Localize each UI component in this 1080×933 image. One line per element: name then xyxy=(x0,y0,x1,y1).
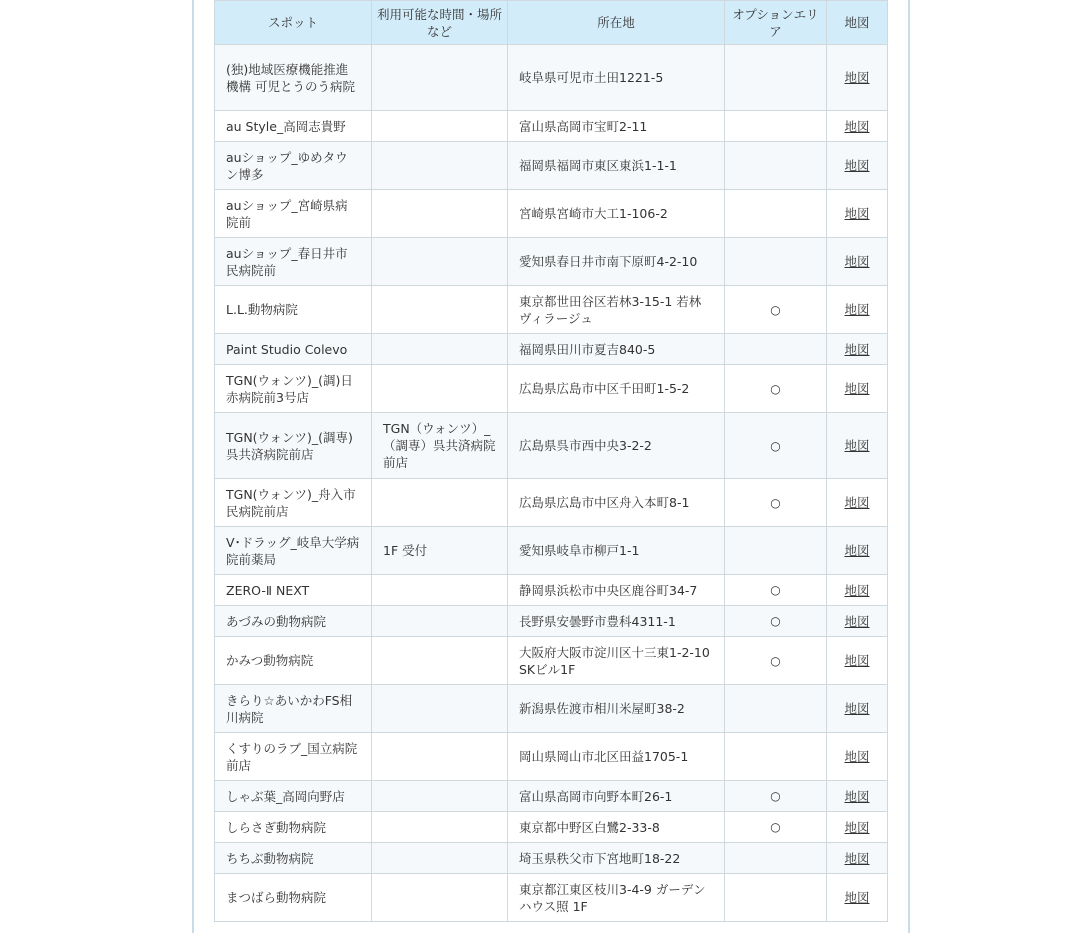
time-cell xyxy=(372,479,508,527)
map-cell xyxy=(827,334,888,365)
option-cell xyxy=(725,843,827,874)
table-row xyxy=(215,286,888,334)
map-cell xyxy=(827,812,888,843)
option-cell xyxy=(725,142,827,190)
time-cell xyxy=(372,575,508,606)
address-cell: 富山県高岡市向野本町26-1 xyxy=(508,781,725,812)
address-cell: 東京都中野区白鷺2-33-8 xyxy=(508,812,725,843)
map-cell xyxy=(827,874,888,922)
address-cell: 埼玉県秩父市下宮地町18-22 xyxy=(508,843,725,874)
option-cell xyxy=(725,874,827,922)
table-row xyxy=(215,111,888,142)
time-cell xyxy=(372,45,508,111)
header-time: 利用可能な時間・場所など xyxy=(372,1,508,45)
option-cell xyxy=(725,334,827,365)
option-area-mark: ○ xyxy=(770,614,781,628)
map-cell xyxy=(827,45,888,111)
map-link[interactable]: 地図 xyxy=(844,749,870,764)
time-cell xyxy=(372,781,508,812)
table-row xyxy=(215,812,888,843)
map-link[interactable]: 地図 xyxy=(844,582,870,598)
option-area-mark: ○ xyxy=(770,583,781,597)
option-cell xyxy=(725,733,827,781)
address-cell: 富山県高岡市宝町2-11 xyxy=(508,111,725,142)
map-link[interactable]: 地図 xyxy=(844,850,870,866)
time-cell xyxy=(372,843,508,874)
time-cell xyxy=(372,365,508,413)
header-address: 所在地 xyxy=(508,1,725,45)
option-area-mark: ○ xyxy=(770,820,781,834)
table-row xyxy=(215,334,888,365)
map-cell xyxy=(827,606,888,637)
option-area-mark: ○ xyxy=(770,789,781,803)
map-cell xyxy=(827,637,888,685)
map-link[interactable]: 地図 xyxy=(844,613,870,629)
map-cell xyxy=(827,575,888,606)
time-cell xyxy=(372,238,508,286)
option-area-mark: ○ xyxy=(770,302,781,317)
address-cell: 広島県呉市西中央3-2-2 xyxy=(508,413,725,479)
address-cell: 福岡県福岡市東区東浜1-1-1 xyxy=(508,142,725,190)
address-cell: 福岡県田川市夏吉840-5 xyxy=(508,334,725,365)
spot-cell: TGN(ウォンツ)_舟入市民病院前店 xyxy=(215,479,372,527)
spot-cell: auショップ_宮崎県病院前 xyxy=(215,190,372,238)
table-row xyxy=(215,575,888,606)
time-cell xyxy=(372,606,508,637)
map-link[interactable]: 地図 xyxy=(844,788,870,804)
table-row xyxy=(215,238,888,286)
map-cell xyxy=(827,733,888,781)
map-cell xyxy=(827,238,888,286)
time-cell xyxy=(372,812,508,843)
option-cell xyxy=(725,45,827,111)
option-cell xyxy=(725,413,827,479)
time-cell xyxy=(372,685,508,733)
address-cell: 東京都世田谷区若林3-15-1 若林ヴィラージュ xyxy=(508,286,725,334)
time-cell xyxy=(372,190,508,238)
option-area-mark: ○ xyxy=(770,438,781,453)
map-cell xyxy=(827,843,888,874)
map-link[interactable]: 地図 xyxy=(844,543,870,558)
spot-cell: auショップ_春日井市民病院前 xyxy=(215,238,372,286)
time-cell xyxy=(372,637,508,685)
time-cell: 1F 受付 xyxy=(372,527,508,575)
option-cell xyxy=(725,479,827,527)
address-cell: 岡山県岡山市北区田益1705-1 xyxy=(508,733,725,781)
map-link[interactable]: 地図 xyxy=(844,890,870,905)
table-row xyxy=(215,413,888,479)
option-cell xyxy=(725,781,827,812)
spot-cell: auショップ_ゆめタウン博多 xyxy=(215,142,372,190)
map-link[interactable]: 地図 xyxy=(844,819,870,835)
map-cell xyxy=(827,286,888,334)
table-row xyxy=(215,843,888,874)
table-row xyxy=(215,781,888,812)
address-cell: 広島県広島市中区千田町1-5-2 xyxy=(508,365,725,413)
map-cell xyxy=(827,413,888,479)
option-cell xyxy=(725,575,827,606)
table-row xyxy=(215,45,888,111)
time-cell: TGN（ウォンツ）_（調専）呉共済病院前店 xyxy=(372,413,508,479)
map-link[interactable]: 地図 xyxy=(844,381,870,396)
address-cell: 愛知県岐阜市柳戸1-1 xyxy=(508,527,725,575)
option-cell xyxy=(725,238,827,286)
spot-cell: (独)地域医療機能推進機構 可児とうのう病院 xyxy=(215,45,372,111)
map-link[interactable]: 地図 xyxy=(844,254,870,269)
option-cell xyxy=(725,111,827,142)
map-cell xyxy=(827,365,888,413)
spot-cell: しゃぶ葉_高岡向野店 xyxy=(215,781,372,812)
option-cell xyxy=(725,637,827,685)
spot-table xyxy=(214,0,888,922)
address-cell: 岐阜県可児市土田1221-5 xyxy=(508,45,725,111)
map-cell xyxy=(827,111,888,142)
time-cell xyxy=(372,142,508,190)
map-link[interactable]: 地図 xyxy=(844,438,870,453)
spot-cell: ZERO-Ⅱ NEXT xyxy=(215,575,372,606)
spot-cell: きらり☆あいかわFS相川病院 xyxy=(215,685,372,733)
map-link[interactable]: 地図 xyxy=(844,206,870,221)
address-cell: 長野県安曇野市豊科4311-1 xyxy=(508,606,725,637)
address-cell: 新潟県佐渡市相川米屋町38-2 xyxy=(508,685,725,733)
map-cell xyxy=(827,781,888,812)
map-link[interactable]: 地図 xyxy=(844,70,870,85)
option-cell xyxy=(725,190,827,238)
spot-cell: V･ドラッグ_岐阜大学病院前薬局 xyxy=(215,527,372,575)
spot-cell: しらさぎ動物病院 xyxy=(215,812,372,843)
address-cell: 宮崎県宮崎市大工1-106-2 xyxy=(508,190,725,238)
map-link[interactable]: 地図 xyxy=(844,495,870,510)
table-row xyxy=(215,479,888,527)
option-area-mark: ○ xyxy=(770,653,781,668)
table-row xyxy=(215,874,888,922)
map-cell xyxy=(827,190,888,238)
option-cell xyxy=(725,606,827,637)
time-cell xyxy=(372,286,508,334)
header-spot: スポット xyxy=(215,1,372,45)
option-cell xyxy=(725,286,827,334)
time-cell xyxy=(372,874,508,922)
spot-cell: あづみの動物病院 xyxy=(215,606,372,637)
map-cell xyxy=(827,142,888,190)
table-row xyxy=(215,637,888,685)
table-row xyxy=(215,733,888,781)
map-cell xyxy=(827,685,888,733)
spot-cell: Paint Studio Colevo xyxy=(215,334,372,365)
spot-cell: L.L.動物病院 xyxy=(215,286,372,334)
table-row xyxy=(215,365,888,413)
option-area-mark: ○ xyxy=(770,381,781,396)
table-row xyxy=(215,142,888,190)
table-row xyxy=(215,606,888,637)
table-row xyxy=(215,685,888,733)
spot-cell: TGN(ウォンツ)_(調)日赤病院前3号店 xyxy=(215,365,372,413)
address-cell: 広島県広島市中区舟入本町8-1 xyxy=(508,479,725,527)
option-cell xyxy=(725,685,827,733)
spot-cell: ちちぶ動物病院 xyxy=(215,843,372,874)
table-row xyxy=(215,190,888,238)
address-cell: 静岡県浜松市中央区鹿谷町34-7 xyxy=(508,575,725,606)
map-link[interactable]: 地図 xyxy=(844,341,870,357)
map-link[interactable]: 地図 xyxy=(844,653,870,668)
option-cell xyxy=(725,527,827,575)
spot-cell: まつばら動物病院 xyxy=(215,874,372,922)
time-cell xyxy=(372,733,508,781)
map-link[interactable]: 地図 xyxy=(844,158,870,173)
option-cell xyxy=(725,812,827,843)
address-cell: 大阪府大阪市淀川区十三東1-2-10 SKビル1F xyxy=(508,637,725,685)
address-cell: 東京都江東区枝川3-4-9 ガーデンハウス照 1F xyxy=(508,874,725,922)
header-map: 地図 xyxy=(827,1,888,45)
option-cell xyxy=(725,365,827,413)
spot-cell: くすりのラブ_国立病院前店 xyxy=(215,733,372,781)
spot-cell: au Style_高岡志貴野 xyxy=(215,111,372,142)
map-link[interactable]: 地図 xyxy=(844,118,870,134)
map-link[interactable]: 地図 xyxy=(844,701,870,716)
header-option: オプションエリア xyxy=(725,1,827,45)
table-row xyxy=(215,527,888,575)
map-cell xyxy=(827,479,888,527)
address-cell: 愛知県春日井市南下原町4-2-10 xyxy=(508,238,725,286)
map-link[interactable]: 地図 xyxy=(844,302,870,317)
spot-cell: TGN(ウォンツ)_(調専)呉共済病院前店 xyxy=(215,413,372,479)
spot-cell: かみつ動物病院 xyxy=(215,637,372,685)
time-cell xyxy=(372,111,508,142)
map-cell xyxy=(827,527,888,575)
option-area-mark: ○ xyxy=(770,495,781,510)
table-header-row xyxy=(215,1,888,45)
time-cell xyxy=(372,334,508,365)
